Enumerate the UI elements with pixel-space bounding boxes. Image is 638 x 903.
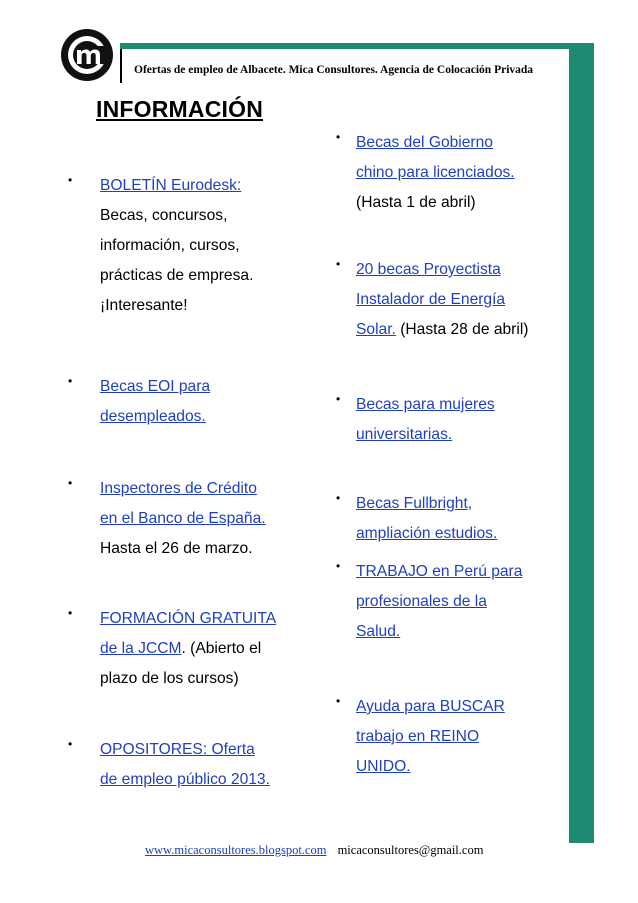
list-item-text xyxy=(356,255,576,345)
offer-link-line: ampliación estudios. xyxy=(356,525,498,542)
offer-link-line: universitarias. xyxy=(356,426,453,443)
bullet-icon: • xyxy=(68,374,73,388)
list-item-text xyxy=(356,692,576,782)
list-item-text xyxy=(356,557,576,647)
mica-logo xyxy=(60,28,114,82)
offer-link-line: TRABAJO en Perú para xyxy=(356,563,523,580)
offer-link-line: Instalador de Energía xyxy=(356,291,506,308)
bullet-icon: • xyxy=(336,392,341,406)
offer-detail-line: plazo de los cursos) xyxy=(100,670,239,687)
offer-link-line: de empleo público 2013. xyxy=(100,771,270,788)
list-item xyxy=(336,692,576,782)
offer-link[interactable] xyxy=(356,563,522,640)
offer-link-line: de la JCCM xyxy=(100,640,182,657)
list-item xyxy=(336,489,576,549)
list-item-text xyxy=(100,735,328,795)
offer-link-line: profesionales de la xyxy=(356,593,487,610)
offer-link-line: Solar. xyxy=(356,321,396,338)
list-item-text xyxy=(100,604,328,694)
bullet-icon: • xyxy=(336,694,341,708)
offer-detail-line: Becas, concursos, xyxy=(100,207,228,224)
offer-link-line: en el Banco de España. xyxy=(100,510,266,527)
offer-link-line: Becas Fullbright, xyxy=(356,495,473,512)
offer-link[interactable] xyxy=(356,134,515,181)
offer-link[interactable] xyxy=(100,741,270,788)
list-item xyxy=(336,128,576,218)
header-band xyxy=(120,49,571,83)
footer-website-link[interactable]: www.micaconsultores.blogspot.com xyxy=(145,843,327,857)
offer-link-line: OPOSITORES: Oferta xyxy=(100,741,255,758)
offer-link[interactable] xyxy=(100,378,210,425)
bullet-icon: • xyxy=(68,737,73,751)
offer-link-line: Becas EOI para xyxy=(100,378,211,395)
offer-detail-line: Hasta el 26 de marzo. xyxy=(100,540,253,557)
bullet-icon: • xyxy=(336,559,341,573)
list-item xyxy=(336,255,576,345)
offer-link[interactable] xyxy=(356,396,495,443)
header-text: Ofertas de empleo de Albacete. Mica Consultores. Agencia de Colocación Privada xyxy=(134,64,534,76)
list-item-text xyxy=(356,128,576,218)
list-item xyxy=(68,171,328,321)
list-item-text xyxy=(100,372,328,432)
list-item xyxy=(68,604,328,694)
offer-link[interactable] xyxy=(100,480,266,527)
offer-detail-line: prácticas de empresa. xyxy=(100,267,254,284)
list-item xyxy=(336,390,576,450)
bullet-icon: • xyxy=(68,606,73,620)
offer-link[interactable] xyxy=(356,698,505,775)
offer-link-line: chino para licenciados. xyxy=(356,164,515,181)
bullet-icon: • xyxy=(336,491,341,505)
offer-link-line: Ayuda para BUSCAR xyxy=(356,698,505,715)
offer-link-line: UNIDO. xyxy=(356,758,411,775)
offer-detail-line: (Hasta 1 de abril) xyxy=(356,194,476,211)
offer-link-line: Salud. xyxy=(356,623,401,640)
offer-link[interactable] xyxy=(356,495,497,542)
list-item-text xyxy=(100,171,328,321)
list-item xyxy=(336,557,576,647)
page-title: INFORMACIÓN xyxy=(96,96,264,122)
offer-link-line: FORMACIÓN GRATUITA xyxy=(100,610,277,627)
offer-link-line: BOLETÍN Eurodesk: xyxy=(100,177,242,194)
list-item xyxy=(68,474,328,564)
offer-detail: . (Abierto el xyxy=(181,640,262,657)
offer-link-line: Inspectores de Crédito xyxy=(100,480,257,497)
list-item xyxy=(68,372,328,432)
list-item-text xyxy=(356,489,576,549)
offer-link-line: desempleados. xyxy=(100,408,206,425)
list-item-text xyxy=(100,474,328,564)
bullet-icon: • xyxy=(336,130,341,144)
bullet-icon: • xyxy=(336,257,341,271)
offer-link[interactable] xyxy=(100,177,241,194)
bullet-icon: • xyxy=(68,476,73,490)
offer-detail-line: información, cursos, xyxy=(100,237,240,254)
offer-link-line: Becas para mujeres xyxy=(356,396,495,413)
list-item-text xyxy=(356,390,576,450)
footer-email: micaconsultores@gmail.com xyxy=(337,843,484,857)
offer-link-line: Becas del Gobierno xyxy=(356,134,493,151)
list-item xyxy=(68,735,328,795)
offer-detail: (Hasta 28 de abril) xyxy=(395,321,529,338)
offer-link-line: 20 becas Proyectista xyxy=(356,261,501,278)
offer-detail-line: ¡Interesante! xyxy=(100,297,188,314)
footer xyxy=(145,843,483,858)
bullet-icon: • xyxy=(68,173,73,187)
offer-link-line: trabajo en REINO xyxy=(356,728,480,745)
